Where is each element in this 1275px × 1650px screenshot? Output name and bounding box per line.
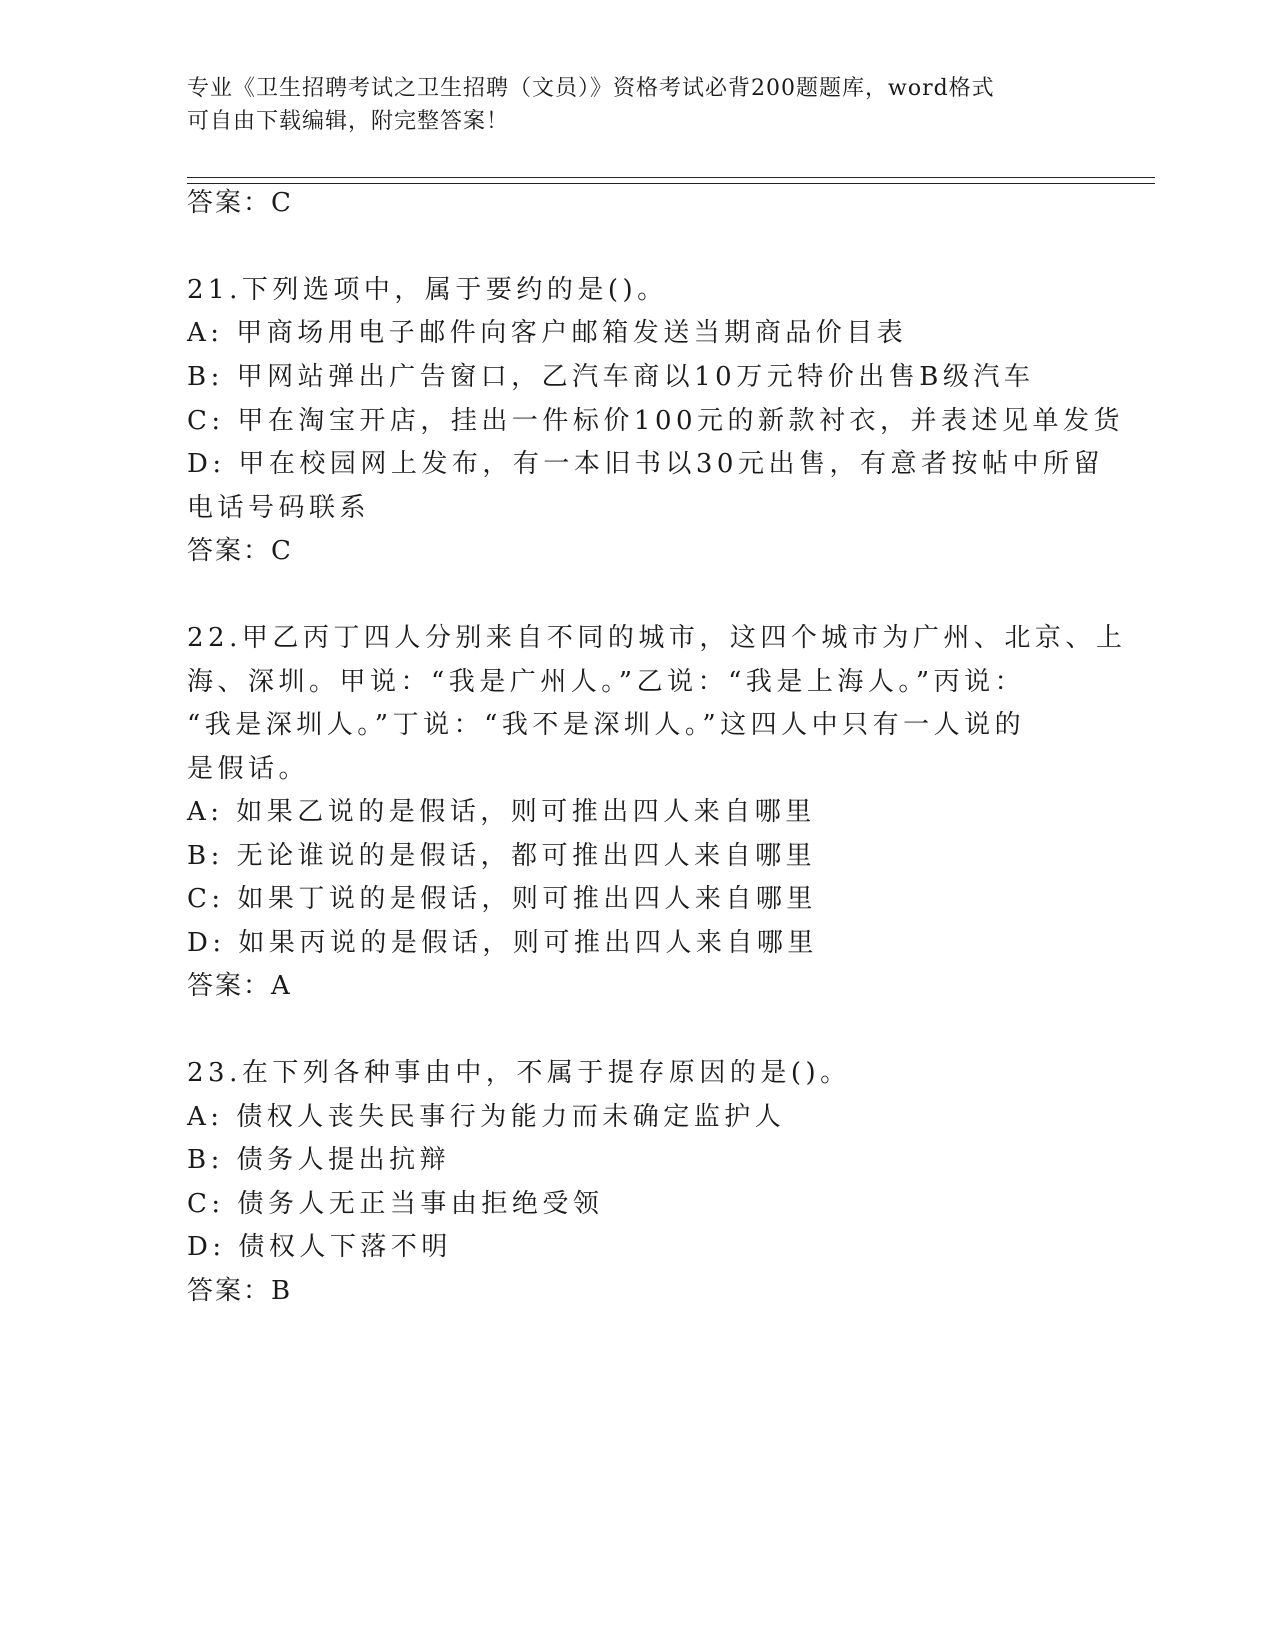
question-21-option-a: A: 甲商场用电子邮件向客户邮箱发送当期商品价目表: [187, 318, 908, 348]
question-23-option-c: C: 债务人无正当事由拒绝受领: [187, 1189, 604, 1219]
question-22-stem-line-1: 22.甲乙丙丁四人分别来自不同的城市，这四个城市为广州、北京、上: [187, 623, 1127, 653]
header-divider-top: [187, 177, 1155, 178]
question-22-answer: 答案：A: [187, 971, 292, 1001]
question-23-option-d: D: 债权人下落不明: [187, 1232, 452, 1262]
question-22-stem-line-2: 海、深圳。甲说：“我是广州人。”乙说：“我是上海人。”丙说：: [187, 667, 1026, 697]
question-21-option-c: C: 甲在淘宝开店，挂出一件标价100元的新款衬衣，并表述见单发货: [187, 406, 1125, 436]
header-line-1: 专业《卫生招聘考试之卫生招聘（文员）》资格考试必背200题题库，word格式: [187, 76, 995, 101]
question-23-stem: 23.在下列各种事由中，不属于提存原因的是()。: [187, 1058, 851, 1088]
question-21-answer: 答案：C: [187, 536, 293, 566]
question-22-stem-line-4: 是假话。: [187, 754, 310, 784]
question-21-option-b: B: 甲网站弹出广告窗口，乙汽车商以10万元特价出售B级汽车: [187, 362, 1035, 392]
question-22-option-a: A: 如果乙说的是假话，则可推出四人来自哪里: [187, 797, 816, 827]
question-23-option-a: A: 债权人丧失民事行为能力而未确定监护人: [187, 1102, 786, 1132]
header-divider-bottom: [187, 183, 1155, 184]
question-23-answer: 答案：B: [187, 1276, 293, 1306]
document-header: [187, 72, 1087, 138]
question-22-option-b: B: 无论谁说的是假话，都可推出四人来自哪里: [187, 841, 817, 871]
header-line-2: 可自由下载编辑，附完整答案！: [187, 109, 510, 134]
question-22-option-d: D: 如果丙说的是假话，则可推出四人来自哪里: [187, 928, 818, 958]
question-22-stem-line-3: “我是深圳人。”丁说：“我不是深圳人。”这四人中只有一人说的: [187, 710, 1026, 740]
question-22-option-c: C: 如果丁说的是假话，则可推出四人来自哪里: [187, 884, 817, 914]
question-21-stem: 21.下列选项中，属于要约的是()。: [187, 275, 668, 305]
question-21-option-d: D: 甲在校园网上发布，有一本旧书以30元出售，有意者按帖中所留: [187, 449, 1104, 479]
answer-line: 答案：C: [187, 188, 293, 218]
question-21-option-d-continued: 电话号码联系: [187, 493, 371, 523]
question-23-option-b: B: 债务人提出抗辩: [187, 1145, 451, 1175]
